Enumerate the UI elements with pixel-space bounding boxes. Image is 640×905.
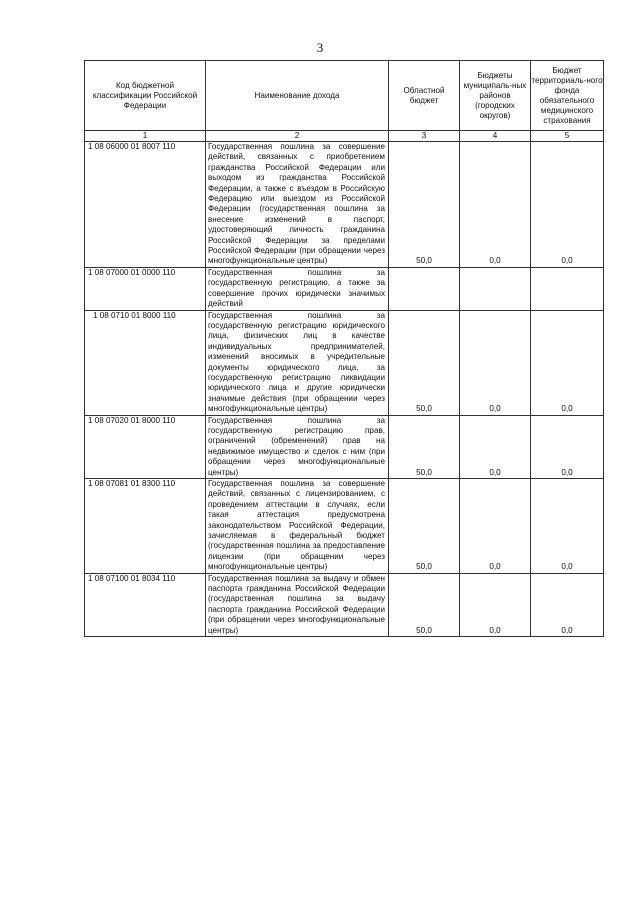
municipal-value: 0,0	[460, 573, 531, 636]
budget-code: 1 08 06000 01 8007 110	[85, 142, 206, 268]
fund-value: 0,0	[531, 573, 604, 636]
header-budget-code: Код бюджетной классификации Российской Федерации	[85, 61, 206, 131]
budget-code: 1 08 07000 01 0000 110	[85, 267, 206, 310]
municipal-value	[460, 267, 531, 310]
revenue-name: Государственная пошлина за совершение действий, связанных с приобретением гражданства Российской Федерации или выходом из гражданства Российской Федерации, а также с въездом в Российскую Федерацию или выездом из Российской Федерации (государственная пошлина за внесение изменений в паспорт, удостоверяющий личность гражданина Российской Федерации за пределами Российской Федерации (при обращении через многофункциональные центры)	[206, 142, 389, 268]
revenue-table	[84, 60, 604, 637]
header-revenue-name: Наименование дохода	[206, 61, 389, 131]
municipal-value: 0,0	[460, 142, 531, 268]
revenue-name: Государственная пошлина за государственную регистрацию юридического лица, физических лиц в качестве индивидуальных предпринимателей, изменений вносимых в учредительные документы юридического лица, за государственную регистрацию ликвидации юридического лица и другие юридически значимые действия (при обращении через многофункциональные центры)	[206, 310, 389, 415]
table-row	[85, 573, 604, 636]
fund-value: 0,0	[531, 310, 604, 415]
fund-value: 0,0	[531, 415, 604, 478]
municipal-value: 0,0	[460, 415, 531, 478]
revenue-name: Государственная пошлина за государственную регистрацию прав, ограничений (обременений) прав на недвижимое имущество и сделок с ним (при обращении через многофункциональные центры)	[206, 415, 389, 478]
regional-value: 50,0	[389, 415, 460, 478]
regional-value: 50,0	[389, 310, 460, 415]
revenue-name: Государственная пошлина за выдачу и обмен паспорта гражданина Российской Федерации (государственная пошлина за выдачу паспорта гражданина Российской Федерации (при обращении через многофункциональные центры)	[206, 573, 389, 636]
column-number: 5	[531, 131, 604, 142]
table-row	[85, 310, 604, 415]
regional-value: 50,0	[389, 573, 460, 636]
column-number: 4	[460, 131, 531, 142]
table-header-row	[85, 61, 604, 131]
table-row	[85, 142, 604, 268]
fund-value: 0,0	[531, 479, 604, 574]
page-number: 3	[316, 40, 324, 55]
revenue-name: Государственная пошлина за совершение действий, связанных с лицензированием, с проведением аттестации в случаях, если такая аттестация предусмотрена законодательством Российской Федерации, зачисляемая в федеральный бюджет (государственная пошлина за предоставление лицензии (при обращении через многофункциональные центры)	[206, 479, 389, 574]
municipal-value: 0,0	[460, 479, 531, 574]
header-regional-budget: Областной бюджет	[389, 61, 460, 131]
table-row	[85, 415, 604, 478]
table-row	[85, 479, 604, 574]
budget-code: 1 08 07081 01 8300 110	[85, 479, 206, 574]
municipal-value: 0,0	[460, 310, 531, 415]
regional-value: 50,0	[389, 479, 460, 574]
column-number: 3	[389, 131, 460, 142]
budget-code: 1 08 07020 01 8000 110	[85, 415, 206, 478]
header-municipal-budgets: Бюджеты муниципаль-ных районов (городских округов)	[460, 61, 531, 131]
revenue-name: Государственная пошлина за государственную регистрацию, а также за совершение прочих юридически значимых действий	[206, 267, 389, 310]
fund-value: 0,0	[531, 142, 604, 268]
budget-code: 1 08 0710 01 8000 110	[85, 310, 206, 415]
column-number-row	[85, 131, 604, 142]
regional-value: 50,0	[389, 142, 460, 268]
column-number: 2	[206, 131, 389, 142]
budget-code: 1 08 07100 01 8034 110	[85, 573, 206, 636]
table-row	[85, 267, 604, 310]
regional-value	[389, 267, 460, 310]
fund-value	[531, 267, 604, 310]
column-number: 1	[85, 131, 206, 142]
header-insurance-fund: Бюджет территориаль-ного фонда обязательного медицинского страхования	[531, 61, 604, 131]
